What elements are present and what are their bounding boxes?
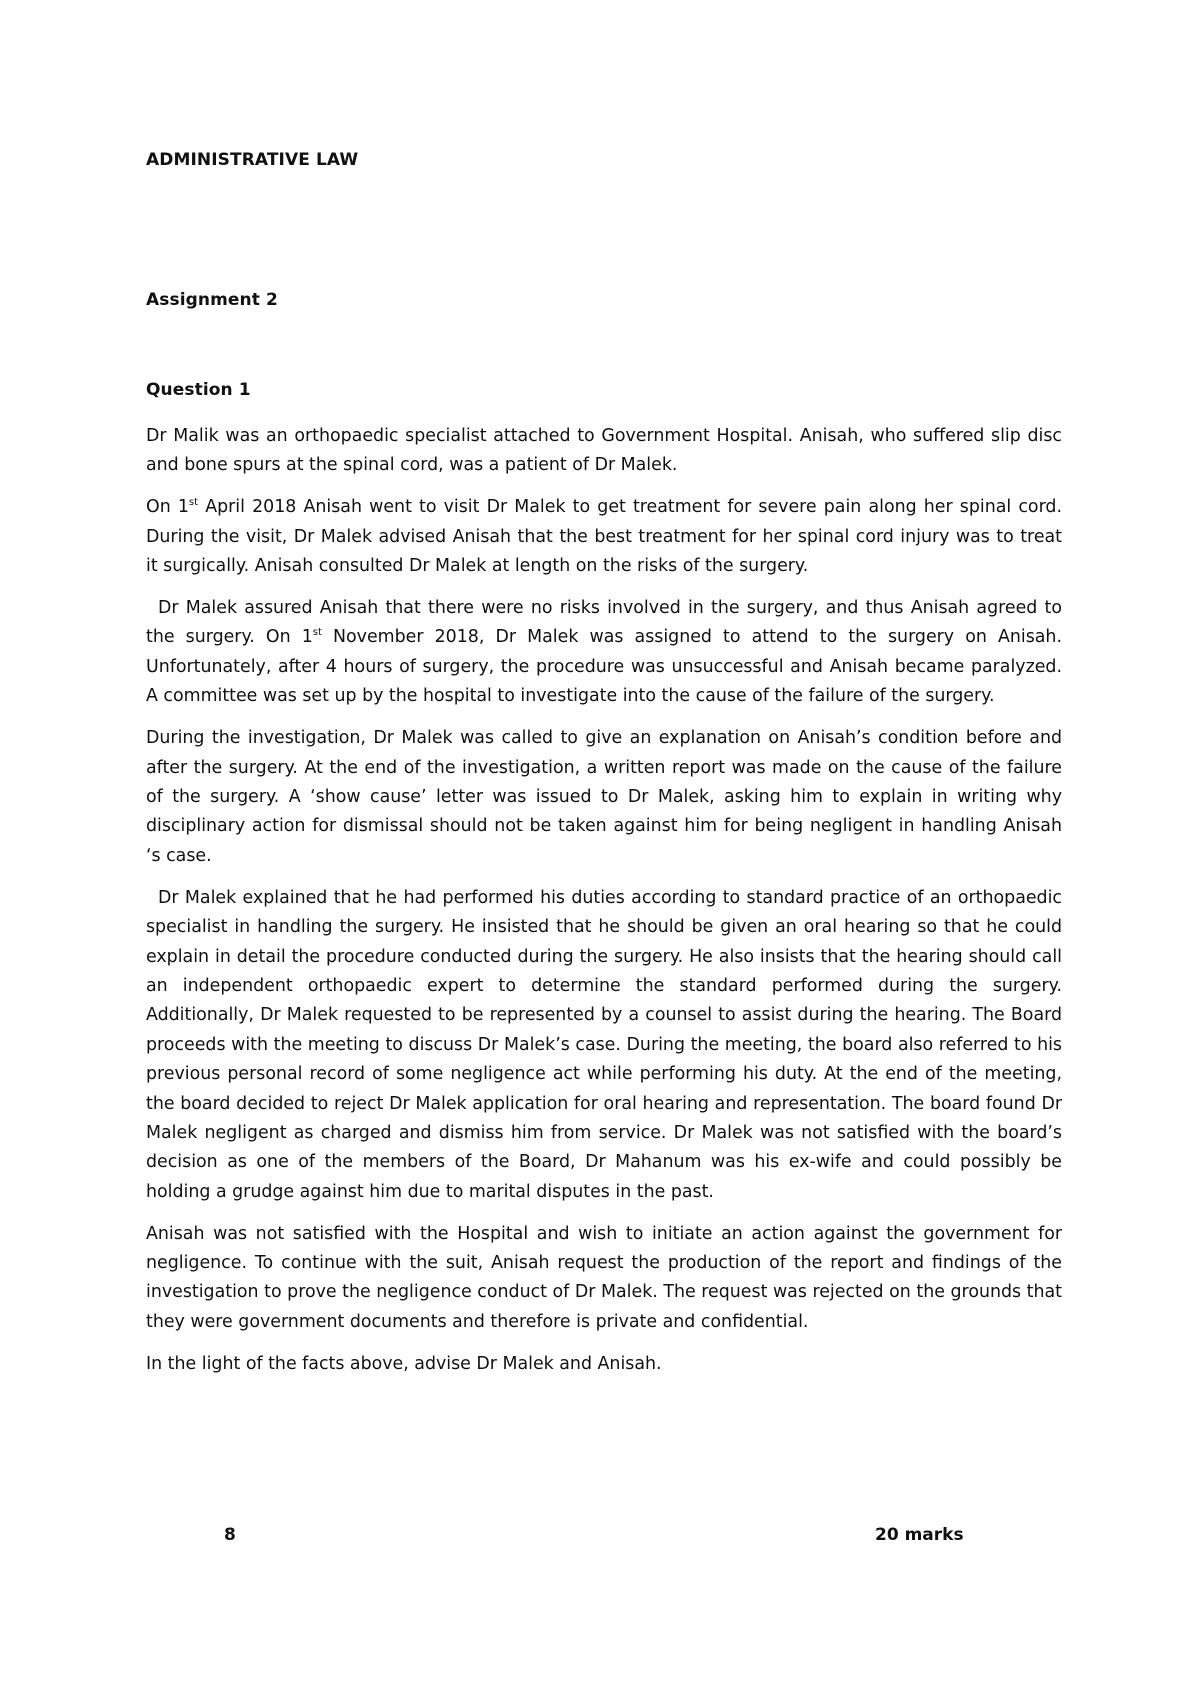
marks-label: 20 marks [875, 1525, 964, 1545]
paragraph-3-rest: November 2018, Dr Malek was assigned to attend to the surgery on Anisah. Unfortunately, after 4 hours of surgery, the procedure was unsuccessful and Anisah became paralyzed. A committee was set up by the hospital to investigate into the cause of the failure of the surgery. [146, 627, 1062, 707]
question-body [146, 422, 1062, 1392]
question-heading: Question 1 [146, 380, 251, 400]
paragraph-4: During the investigation, Dr Malek was called to give an explanation on Anisah’s condition before and after the surgery. At the end of the investigation, a written report was made on the cause of the failure of the surgery. A ‘show cause’ letter was issued to Dr Malek, asking him to explain in writing why disciplinary action for dismissal should not be taken against him for being negligent in handling Anisah ‘s case. [146, 728, 1062, 866]
paragraph-5: Dr Malek explained that he had performed his duties according to standard practice of an orthopaedic specialist in handling the surgery. He insisted that he should be given an oral hearing so that he could explain in detail the procedure conducted during the surgery. He also insists that the hearing should call an independent orthopaedic expert to determine the standard performed during the surgery. Additionally, Dr Malek requested to be represented by a counsel to assist during the hearing. The Board proceeds with the meeting to discuss Dr Malek’s case. During the meeting, the board also referred to his previous personal record of some negligence act while performing his duty. At the end of the meeting, the board decided to reject Dr Malek application for oral hearing and representation. The board found Dr Malek negligent as charged and dismiss him from service. Dr Malek was not satisfied with the board’s decision as one of the members of the Board, Dr Mahanum was his ex-wife and could possibly be holding a grudge against him due to marital disputes in the past. [146, 887, 1062, 1202]
ordinal-suffix: st [188, 497, 199, 509]
page-number: 8 [224, 1525, 236, 1545]
document-title: ADMINISTRATIVE LAW [146, 150, 359, 170]
paragraph-2-start: On 1 [146, 497, 189, 518]
paragraph-2-rest: April 2018 Anisah went to visit Dr Malek to get treatment for severe pain along her spinal cord. During the visit, Dr Malek advised Anisah that the best treatment for her spinal cord injury was to treat it surgically. Anisah consulted Dr Malek at length on the risks of the surgery. [146, 497, 1062, 577]
paragraph-3-start: Dr Malek assured Anisah that there were no risks involved in the surgery, and thus Anisah agreed to the surgery. On 1 [146, 598, 1062, 648]
paragraph-7: In the light of the facts above, advise Dr Malek and Anisah. [146, 1353, 662, 1374]
ordinal-suffix: st [312, 627, 322, 639]
paragraph-1: Dr Malik was an orthopaedic specialist attached to Government Hospital. Anisah, who suffered slip disc and bone spurs at the spinal cord, was a patient of Dr Malek. [146, 426, 1062, 476]
paragraph-3 [146, 594, 1062, 712]
assignment-heading: Assignment 2 [146, 290, 278, 310]
paragraph-6: Anisah was not satisfied with the Hospital and wish to initiate an action against the government for negligence. To continue with the suit, Anisah request the production of the report and findings of the investigation to prove the negligence conduct of Dr Malek. The request was rejected on the grounds that they were government documents and therefore is private and confidential. [146, 1223, 1062, 1332]
paragraph-2 [146, 493, 1062, 581]
